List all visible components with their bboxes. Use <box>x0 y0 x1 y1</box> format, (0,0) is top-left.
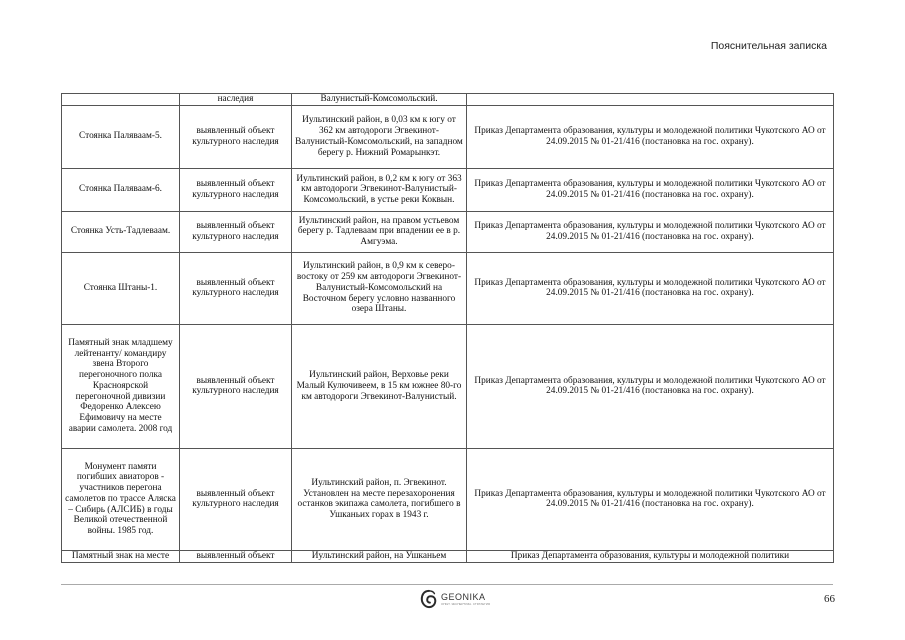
object-name-cell: Монумент памяти погибших авиаторов - участников перегона самолетов по трассе Аляска – Сибирь (АЛСИБ) в годы Великой отечественной войны. 1985 год. <box>62 448 180 550</box>
object-location-cell: Иультинский район, в 0,2 км к югу от 363 км автодороги Эгвекинот-Валунистый-Комсомольский, в устье реки Коквын. <box>292 168 467 211</box>
table-row <box>62 550 834 562</box>
object-location-cell: Иультинский район, на правом устьевом берегу р. Тадлеваам при впадении ее в р. Амгуэма. <box>292 211 467 252</box>
object-location-cell: Иультинский район, Верховье реки Малый Кулючивеем, в 15 км южнее 80-го км автодороги Эгвекинот-Валунистый. <box>292 324 467 448</box>
page-number: 66 <box>824 593 835 605</box>
object-name-cell: Стоянка Штаны-1. <box>62 252 180 324</box>
object-location-cell: Иультинский район, п. Эгвекинот. Установлен на месте перезахоронения останков экипажа самолета, погибшего в Ушканьих горах в 1943 г. <box>292 448 467 550</box>
object-status-cell: выявленный объект <box>180 550 292 562</box>
logo-name: GEONIKA <box>441 591 486 602</box>
object-status-cell: выявленный объект культурного наследия <box>180 252 292 324</box>
object-name-cell: Стоянка Усть-Тадлеваам. <box>62 211 180 252</box>
table-row <box>62 94 834 106</box>
footer-divider <box>61 584 833 585</box>
object-location-cell: Иультинский район, в 0,9 км к северо-востоку от 259 км автодороги Эгвекинот-Валунистый-Комсомольский на Восточном берегу условно названного озера Штаны. <box>292 252 467 324</box>
object-status-cell: выявленный объект культурного наследия <box>180 105 292 168</box>
object-status-cell: выявленный объект культурного наследия <box>180 168 292 211</box>
object-location-cell: Иультинский район, в 0,03 км к югу от 362 км автодороги Эгвекинот-Валунистый-Комсомольский, на западном берегу р. Нижний Ромарынкэт. <box>292 105 467 168</box>
legal-basis-cell: Приказ Департамента образования, культуры и молодежной политики Чукотского АО от 24.09.2015 № 01-21/416 (постановка на гос. охрану). <box>467 324 834 448</box>
object-name-cell: Памятный знак на месте <box>62 550 180 562</box>
object-status-cell: выявленный объект культурного наследия <box>180 211 292 252</box>
object-status-cell: выявленный объект культурного наследия <box>180 324 292 448</box>
legal-basis-cell: Приказ Департамента образования, культуры и молодежной политики Чукотского АО от 24.09.2015 № 01-21/416 (постановка на гос. охрану). <box>467 211 834 252</box>
legal-basis-cell: Приказ Департамента образования, культуры и молодежной политики Чукотского АО от 24.09.2015 № 01-21/416 (постановка на гос. охрану). <box>467 168 834 211</box>
heritage-objects-table <box>61 93 834 563</box>
table-row <box>62 448 834 550</box>
object-status-cell: наследия <box>180 94 292 106</box>
geonika-logo <box>420 589 490 609</box>
table-row <box>62 168 834 211</box>
object-status-cell: выявленный объект культурного наследия <box>180 448 292 550</box>
table-row <box>62 252 834 324</box>
legal-basis-cell: Приказ Департамента образования, культуры и молодежной политики Чукотского АО от 24.09.2015 № 01-21/416 (постановка на гос. охрану). <box>467 105 834 168</box>
table-row <box>62 105 834 168</box>
object-location-cell: Валунистый-Комсомольский. <box>292 94 467 106</box>
legal-basis-cell: Приказ Департамента образования, культуры и молодежной политики Чукотского АО от 24.09.2015 № 01-21/416 (постановка на гос. охрану). <box>467 252 834 324</box>
table-row <box>62 324 834 448</box>
object-name-cell: Стоянка Паляваам-5. <box>62 105 180 168</box>
table-row <box>62 211 834 252</box>
object-name-cell: Памятный знак младшему лейтенанту/ командиру звена Второго перегоночного полка Красноярской перегоночной дивизии Федоренко Алексею Ефимовичу на месте аварии самолета. 2008 год <box>62 324 180 448</box>
document-header-title: Пояснительная записка <box>710 40 827 52</box>
object-name-cell: Стоянка Паляваам-6. <box>62 168 180 211</box>
object-location-cell: Иультинский район, на Ушканьем <box>292 550 467 562</box>
legal-basis-cell: Приказ Департамента образования, культуры и молодежной политики <box>467 550 834 562</box>
legal-basis-cell <box>467 94 834 106</box>
legal-basis-cell: Приказ Департамента образования, культуры и молодежной политики Чукотского АО от 24.09.2015 № 01-21/416 (постановка на гос. охрану). <box>467 448 834 550</box>
logo-tagline: ОПЫТ. ЭКСПЕРТИЗА. СТРАТЕГИЯ <box>441 601 491 606</box>
object-name-cell <box>62 94 180 106</box>
geonika-swirl-icon <box>420 589 438 609</box>
